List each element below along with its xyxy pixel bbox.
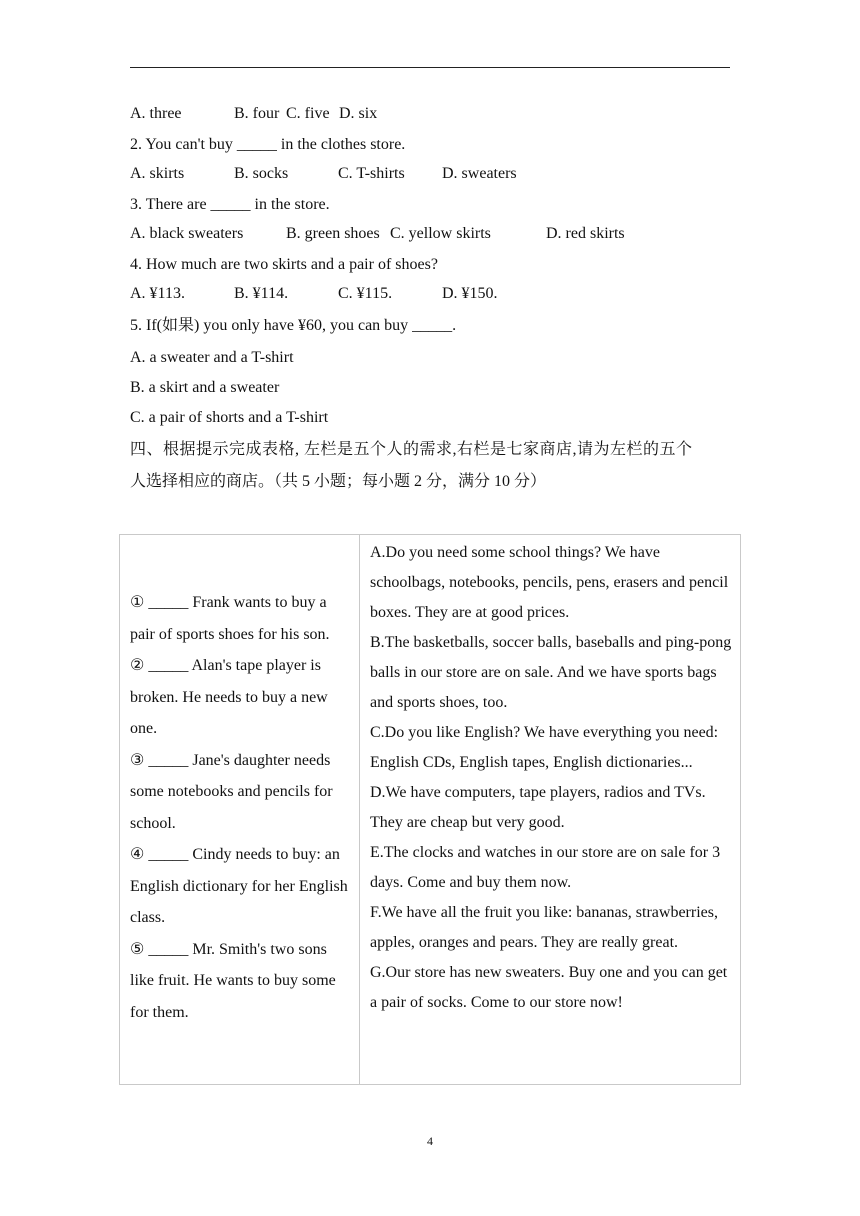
question-3-stem: 3. There are _____ in the store. (130, 196, 330, 213)
store-item-g: G.Our store has new sweaters. Buy one and you can get a pair of socks. Come to our store now! (370, 964, 728, 1011)
store-item-e: E.The clocks and watches in our store are on sale for 3 days. Come and buy them now. (370, 844, 721, 891)
matching-table (119, 534, 741, 1085)
need-item-5: ⑤ _____ Mr. Smith's two sons like fruit. He wants to buy some for them. (130, 940, 336, 1021)
header-rule (130, 67, 730, 68)
page-number: 4 (427, 1134, 433, 1148)
option-d: D. sweaters (442, 165, 517, 182)
option-c: C. five (286, 105, 330, 122)
need-item-2: ② _____ Alan's tape player is broken. He needs to buy a new one. (130, 657, 328, 737)
option-a: A. three (130, 105, 182, 122)
store-item-f: F.We have all the fruit you like: bananas, strawberries, apples, oranges and pears. They are really great. (370, 904, 718, 951)
option-b: B. ¥114. (234, 285, 289, 302)
store-item-d: D.We have computers, tape players, radios and TVs. They are cheap but very good. (370, 784, 706, 831)
question-5-option-a: A. a sweater and a T-shirt (130, 349, 294, 366)
option-b: B. four (234, 105, 280, 122)
store-item-c: C.Do you like English? We have everything you need: English CDs, English tapes, English dictionaries... (370, 724, 719, 771)
option-c: C. T-shirts (338, 165, 405, 182)
option-d: D. six (339, 105, 378, 122)
option-d: D. red skirts (546, 225, 625, 242)
need-item-4: ④ _____ Cindy needs to buy: an English dictionary for her English class. (130, 846, 348, 926)
option-a: A. ¥113. (130, 285, 185, 302)
section-4-instruction-line-2: 人选择相应的商店。（共 5 小题；每小题 2 分，满分 10 分） (130, 473, 547, 490)
option-a: A. skirts (130, 165, 185, 182)
question-5-stem: 5. If(如果) you only have ¥60, you can buy _____. (130, 317, 457, 334)
question-5-option-c: C. a pair of shorts and a T-shirt (130, 409, 329, 426)
needs-column (120, 535, 360, 1085)
option-c: C. ¥115. (338, 285, 393, 302)
section-4-instruction-line-1: 四、根据提示完成表格, 左栏是五个人的需求,右栏是七家商店,请为左栏的五个 (130, 441, 693, 458)
option-b: B. green shoes (286, 225, 380, 242)
question-2-stem: 2. You can't buy _____ in the clothes store. (130, 136, 406, 153)
option-a: A. black sweaters (130, 225, 244, 242)
need-item-3: ③ _____ Jane's daughter needs some notebooks and pencils for school. (130, 751, 333, 832)
question-4-stem: 4. How much are two skirts and a pair of shoes? (130, 256, 438, 273)
stores-column (360, 535, 741, 1085)
option-b: B. socks (234, 165, 289, 182)
question-5-option-b: B. a skirt and a sweater (130, 379, 280, 396)
store-item-a: A.Do you need some school things? We have schoolbags, notebooks, pencils, pens, erasers and pencil boxes. They are at good prices. (370, 544, 729, 621)
option-d: D. ¥150. (442, 285, 498, 302)
store-item-b: B.The basketballs, soccer balls, baseballs and ping-pong balls in our store are on sale. And we have sports bags and sports shoes, too. (370, 634, 732, 711)
need-item-1: ① _____ Frank wants to buy a pair of sports shoes for his son. (130, 594, 330, 643)
option-c: C. yellow skirts (390, 225, 491, 242)
